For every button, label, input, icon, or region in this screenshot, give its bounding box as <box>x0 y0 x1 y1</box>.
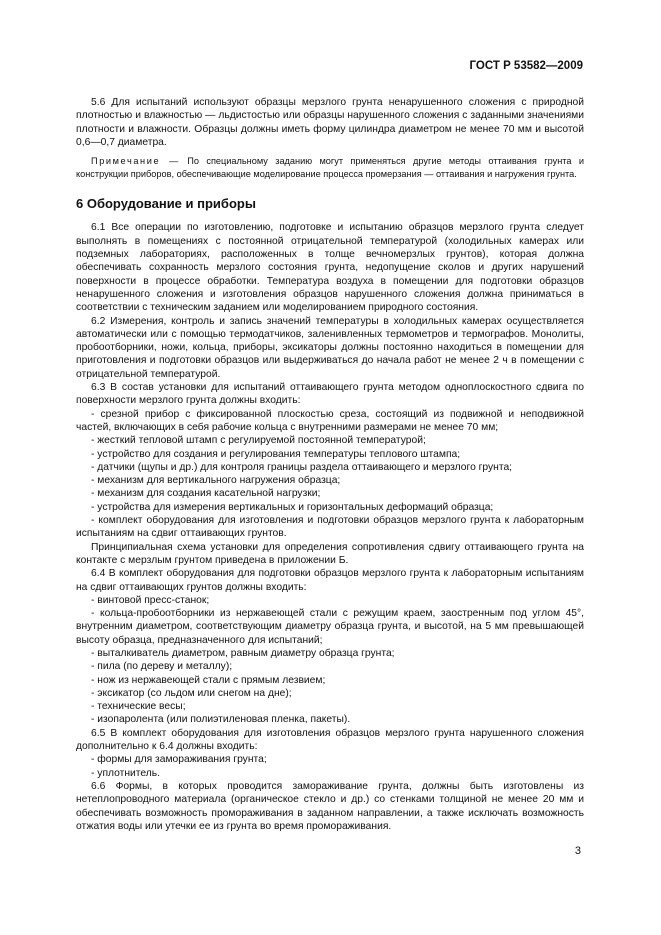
list-item: - механизм для создания касательной нагрузки; <box>91 488 321 500</box>
list-item: - датчики (щупы и др.) для контроля границы раздела оттаивающего и мерзлого грунта; <box>91 461 513 473</box>
note-text: По специальному заданию могут применяться другие методы оттаивания грунта и конструкции приборов, обеспечивающие моделирование процесса промерзания — оттаивания и нагружения грунта. <box>76 156 584 179</box>
page-number: 3 <box>574 845 581 857</box>
list-item: - изопаролента (или полиэтиленовая пленка, пакеты). <box>91 714 351 726</box>
list-item: - жесткий тепловой штамп с регулируемой постоянной температурой; <box>91 435 426 447</box>
paragraph-6-5: 6.5 В комплект оборудования для изготовления образцов мерзлого грунта нарушенного сложения дополнительно к 6.4 должны входить: <box>76 727 584 753</box>
list-item: - механизм для вертикального нагружения образца; <box>91 475 341 487</box>
note <box>76 155 584 180</box>
note-label: Примечание — <box>91 156 180 167</box>
page-body <box>76 96 584 833</box>
list-item: - формы для замораживания грунта; <box>91 754 267 766</box>
standard-number: ГОСТ Р 53582—2009 <box>469 60 583 72</box>
paragraph-6-2: 6.2 Измерения, контроль и запись значений температуры в холодильных камерах осуществляется автоматически или с помощью термодатчиков, заленивленных термометров и термографов. Монолиты, пробоотборники, ножи, кольца, приборы, эксикаторы должны постоянно находиться в помещении для приготовления и подготовки образцов или выдерживаться до начала работ не менее 2 ч в помещении с отрицательной температурой. <box>76 315 584 380</box>
section-6-heading: 6 Оборудование и приборы <box>76 196 256 212</box>
list-item: - срезной прибор с фиксированной плоскостью среза, состоящий из подвижной и неподвижной частей, включающих в себя рабочие кольца с внутренними размерами не менее 70 мм; <box>76 408 584 433</box>
paragraph-5-6: 5.6 Для испытаний используют образцы мерзлого грунта ненарушенного сложения с природной плотностью и влажностью — льдистостью или образцы нарушенного сложения с заданными значениями плотности и влажности. Образцы должны иметь форму цилиндра диаметром не менее 70 мм и высотой 0,6—0,7 диаметра. <box>76 97 584 148</box>
list-item: - кольца-пробоотборники из нержавеющей стали с режущим краем, заостренным под углом 45°, внутренним диаметром, соответствующим диаметру образца грунта, и высотой, на 5 мм превышающей высоту образца, предназначенного для испытаний; <box>76 608 584 646</box>
list-item: - устройство для создания и регулирования температуры теплового штампа; <box>91 448 461 460</box>
list-item: - винтовой пресс-станок; <box>91 594 210 606</box>
paragraph-6-6: 6.6 Формы, в которых проводится замораживание грунта, должны быть изготовлены из нетеплопроводного материала (органическое стекло и др.) со стенками толщиной не менее 20 мм и обеспечивать возможность промораживания в заданном направлении, а также исключать возможность отжатия воды или утечки ее из грунта во время промораживания. <box>76 780 584 832</box>
list-item: - технические весы; <box>91 701 186 713</box>
list-item: - комплект оборудования для изготовления и подготовки образцов мерзлого грунта к лабораторным испытаниям на сдвиг оттаивающих грунтов. <box>76 515 584 540</box>
list-item: - уплотнитель. <box>91 767 161 779</box>
list-item: - эксикатор (со льдом или снегом на дне); <box>91 687 292 699</box>
paragraph-6-1: 6.1 Все операции по изготовлению, подготовке и испытанию образцов мерзлого грунта следует выполнять в помещениях с постоянной отрицательной температурой (холодильных камерах или подземных лабораториях, расположенных в толще вечномерзлых грунтов), которая должна обеспечивать сохранность мерзлого состояния грунта, недопущение сколов и других нарушений поверхности в процессе обработки. Температура воздуха в помещении для подготовки образцов ненарушенного сложения и изготовления образцов нарушенного сложения должна приниматься в соответствии с техническим заданием или моделированием природного состояния. <box>76 222 584 314</box>
list-item: - пила (по дереву и металлу); <box>91 661 233 673</box>
list-item: - нож из нержавеющей стали с прямым лезвием; <box>91 674 326 686</box>
paragraph-6-3-schema: Принципиальная схема установки для определения сопротивления сдвигу оттаивающего грунта на контакте с мерзлым грунтом приведена в приложении Б. <box>76 541 584 566</box>
list-item: - выталкиватель диаметром, равным диаметру образца грунта; <box>91 647 395 659</box>
list-item: - устройства для измерения вертикальных и горизонтальных деформаций образца; <box>91 501 494 513</box>
paragraph-6-4: 6.4 В комплект оборудования для подготовки образцов мерзлого грунта к лабораторным испытаниям на сдвиг оттаивающих грунтов должны входить: <box>76 568 584 593</box>
paragraph-6-3: 6.3 В состав установки для испытаний оттаивающего грунта методом одноплоскостного сдвига по поверхности мерзлого грунта должны входить: <box>76 382 584 407</box>
